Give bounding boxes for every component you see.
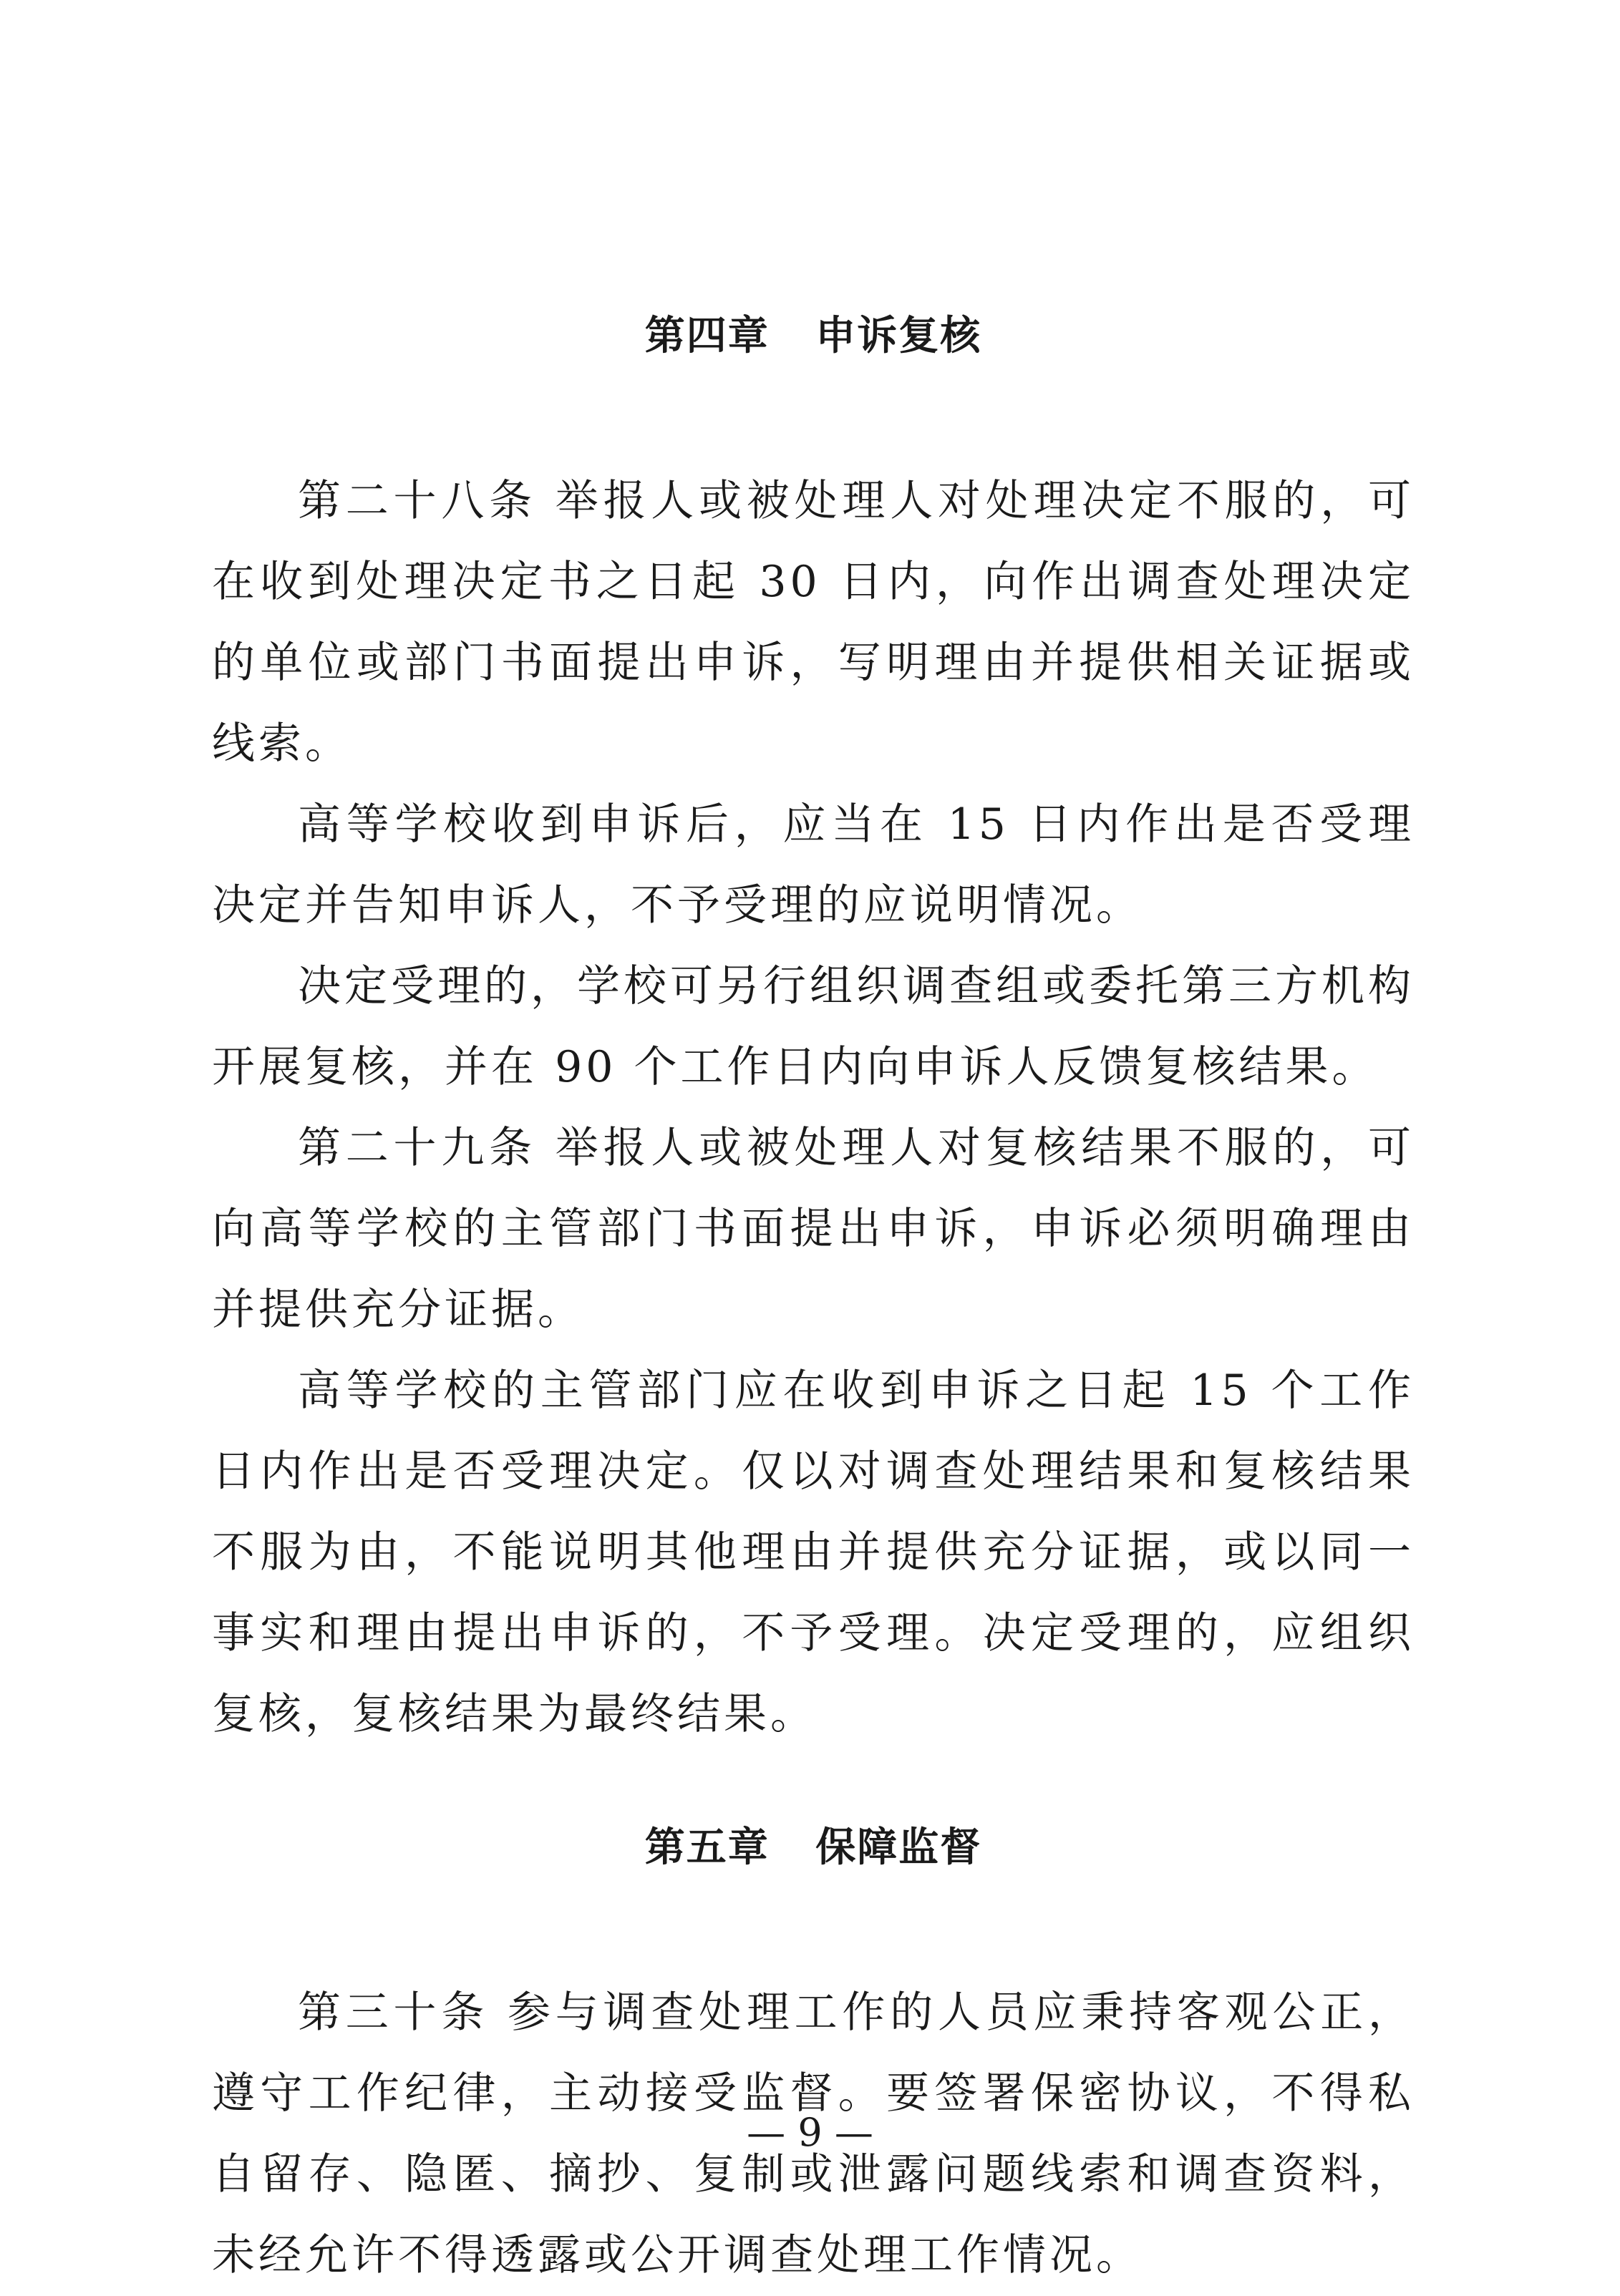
article-28-paragraph-3: 决定受理的，学校可另行组织调查组或委托第三方机构开展复核，并在 90 个工作日内向申诉人反馈复核结果。 bbox=[212, 961, 1415, 1092]
spacer bbox=[212, 1898, 1415, 1972]
article-29-paragraph: 第二十九条 举报人或被处理人对复核结果不服的，可向高等学校的主管部门书面提出申诉，申诉必须明确理由并提供充分证据。 bbox=[212, 1123, 1415, 1335]
article-30-paragraph: 第三十条 参与调查处理工作的人员应秉持客观公正，遵守工作纪律，主动接受监督。要签署保密协议，不得私自留存、隐匿、摘抄、复制或泄露问题线索和调查资料，未经允许不得透露或公开调查处理工作情况。 bbox=[212, 1988, 1415, 2280]
article-28-paragraph-2: 高等学校收到申诉后，应当在 15 日内作出是否受理决定并告知申诉人，不予受理的应说明情况。 bbox=[212, 799, 1415, 930]
chapter-4-title: 第四章 申诉复核 bbox=[644, 313, 982, 359]
page-number: — 9 — bbox=[747, 2110, 873, 2155]
article-29-paragraph-2: 高等学校的主管部门应在收到申诉之日起 15 个工作日内作出是否受理决定。仅以对调查处理结果和复核结果不服为由，不能说明其他理由并提供充分证据，或以同一事实和理由提出申诉的，不予受理。决定受理的，应组织复核，复核结果为最终结果。 bbox=[212, 1366, 1415, 1739]
spacer bbox=[212, 386, 1415, 461]
page-content bbox=[212, 286, 1415, 2296]
chapter-5-title: 第五章 保障监督 bbox=[644, 1824, 982, 1871]
spacer bbox=[212, 1755, 1415, 1798]
article-28-paragraph: 第二十八条 举报人或被处理人对处理决定不服的，可在收到处理决定书之日起 30 日内，向作出调查处理决定的单位或部门书面提出申诉，写明理由并提供相关证据或线索。 bbox=[212, 476, 1415, 769]
